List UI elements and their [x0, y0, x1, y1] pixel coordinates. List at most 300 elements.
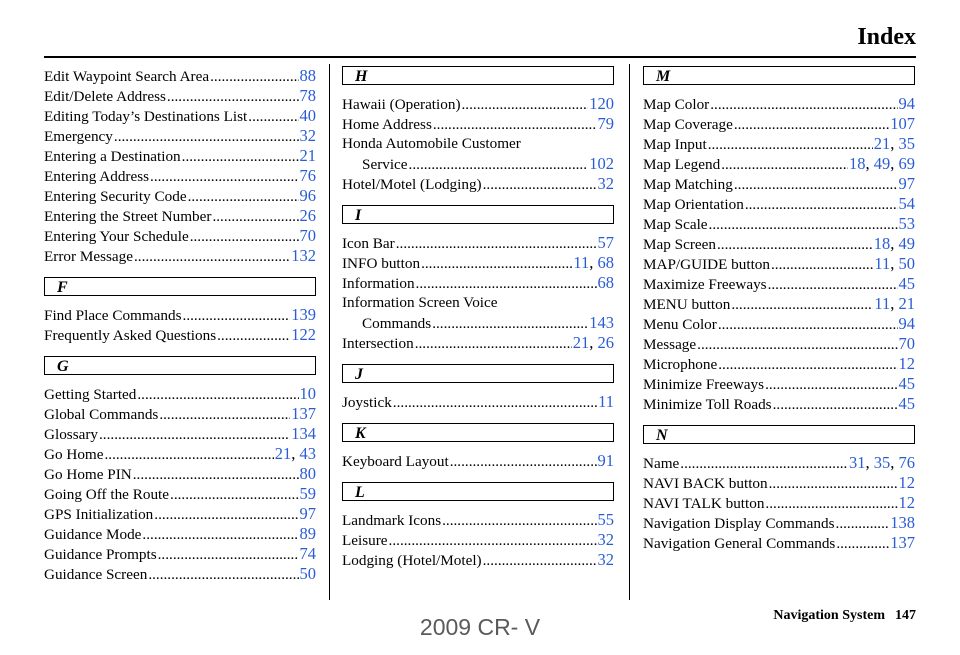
index-entry	[44, 564, 316, 584]
page-separator: ,	[890, 154, 899, 173]
page-separator: ,	[291, 444, 300, 463]
page-refs	[300, 524, 317, 544]
index-entry-label: Landmark Icons	[342, 512, 442, 529]
index-entry-label: Map Input	[643, 136, 707, 153]
page-refs	[598, 550, 615, 570]
index-entry-label: Guidance Prompts	[44, 546, 157, 563]
page-refs	[598, 451, 615, 471]
page-link[interactable]: 107	[890, 114, 915, 133]
dot-leader	[773, 395, 898, 415]
index-entry	[643, 154, 915, 174]
index-entry	[44, 444, 316, 464]
page-refs	[300, 166, 317, 186]
index-entry-label: Map Matching	[643, 176, 733, 193]
index-entry	[342, 510, 614, 530]
index-entry-label: Getting Started	[44, 386, 137, 403]
dot-leader	[769, 474, 898, 494]
page-link[interactable]: 21	[572, 333, 590, 352]
page-link[interactable]: 122	[291, 325, 316, 344]
dot-leader	[114, 127, 299, 147]
index-entry-label: Entering a Destination	[44, 148, 181, 165]
index-entry-label: Editing Today’s Destinations List	[44, 108, 248, 125]
page-link[interactable]: 18	[873, 234, 891, 253]
page-link[interactable]: 32	[299, 126, 316, 145]
index-entry-label: Error Message	[44, 248, 133, 265]
index-entry	[44, 484, 316, 504]
page-link[interactable]: 137	[890, 533, 915, 552]
page-link[interactable]: 74	[299, 544, 316, 563]
index-entry	[342, 392, 614, 412]
dot-leader	[745, 195, 898, 215]
index-entry	[44, 524, 316, 544]
page-refs	[300, 504, 317, 524]
page-link[interactable]: 68	[597, 253, 614, 272]
index-entry	[44, 305, 316, 325]
index-entry	[44, 126, 316, 146]
page-link[interactable]: 50	[299, 564, 316, 583]
index-entry-label: Go Home	[44, 446, 104, 463]
dot-leader	[137, 385, 298, 405]
watermark-text: 2009 CR- V	[419, 614, 541, 640]
dot-leader	[150, 167, 298, 187]
dot-leader	[170, 485, 298, 505]
page-refs	[300, 106, 317, 126]
page-refs	[589, 154, 614, 174]
page-refs	[589, 313, 614, 333]
index-entry	[44, 166, 316, 186]
index-entry	[342, 333, 614, 353]
page-refs	[300, 564, 317, 584]
page-refs	[291, 246, 316, 266]
page-refs	[300, 86, 317, 106]
page-refs	[899, 334, 916, 354]
index-entry-label: Navigation Display Commands	[643, 515, 835, 532]
page-refs	[890, 513, 915, 533]
index-entry	[44, 186, 316, 206]
page-refs	[598, 174, 615, 194]
page-refs	[300, 464, 317, 484]
page-link[interactable]: 49	[873, 154, 891, 173]
page-refs	[890, 533, 915, 553]
index-entry	[643, 473, 915, 493]
page-refs	[300, 226, 317, 246]
page-refs	[300, 146, 317, 166]
page-refs	[598, 233, 615, 253]
page-refs	[300, 126, 317, 146]
index-entry	[44, 246, 316, 266]
dot-leader	[188, 187, 299, 207]
index-entry	[643, 274, 915, 294]
page-link[interactable]: 89	[299, 524, 316, 543]
page-link[interactable]: 49	[898, 234, 915, 253]
page-refs	[300, 66, 317, 86]
page-link[interactable]: 21	[898, 294, 915, 313]
page-title: Index	[857, 24, 916, 50]
index-entry	[643, 294, 915, 314]
page-refs	[874, 254, 915, 274]
page-refs	[300, 186, 317, 206]
page-separator: ,	[865, 453, 874, 472]
index-entry-label: Guidance Screen	[44, 566, 148, 583]
dot-leader	[721, 155, 848, 175]
page-link[interactable]: 26	[597, 333, 614, 352]
page-link[interactable]: 35	[873, 453, 891, 472]
page-refs	[573, 333, 614, 353]
page-link[interactable]: 11	[874, 294, 891, 313]
index-entry	[342, 174, 614, 194]
dot-leader	[396, 234, 597, 254]
index-entry	[643, 314, 915, 334]
page-link[interactable]: 59	[299, 484, 316, 503]
dot-leader	[416, 274, 597, 294]
page-separator: ,	[589, 333, 598, 352]
page-link[interactable]: 143	[589, 313, 614, 332]
index-entry	[342, 530, 614, 550]
index-entry	[44, 86, 316, 106]
section-header-h: H	[342, 66, 614, 85]
page-link[interactable]: 91	[597, 451, 614, 470]
page-refs	[899, 374, 916, 394]
page-link[interactable]: 35	[898, 134, 915, 153]
page-link[interactable]: 134	[291, 424, 316, 443]
page-refs	[589, 94, 614, 114]
page-link[interactable]: 76	[898, 453, 915, 472]
index-entry	[342, 154, 614, 174]
page-link[interactable]: 26	[299, 206, 316, 225]
index-entry-label: Global Commands	[44, 406, 159, 423]
index-entry	[44, 66, 316, 86]
index-entry-label: Going Off the Route	[44, 486, 170, 503]
index-entry	[643, 334, 915, 354]
page-refs	[291, 305, 316, 325]
page-link[interactable]: 43	[299, 444, 316, 463]
dot-leader	[148, 565, 298, 585]
dot-leader	[708, 135, 873, 155]
index-entry	[643, 254, 915, 274]
section-header-j: J	[342, 364, 614, 383]
index-entry-label: Menu Color	[643, 316, 717, 333]
index-entry-label: Map Color	[643, 96, 710, 113]
page-link[interactable]: 32	[597, 174, 614, 193]
index-entry-continuation: Service	[362, 156, 408, 173]
dot-leader	[442, 511, 596, 531]
index-entry	[44, 404, 316, 424]
page-link[interactable]: 69	[898, 154, 915, 173]
index-entry	[44, 146, 316, 166]
index-entry	[342, 550, 614, 570]
index-entry-label: INFO button	[342, 255, 421, 272]
section-header-f: F	[44, 277, 316, 296]
index-entry	[643, 354, 915, 374]
page-link[interactable]: 94	[898, 94, 915, 113]
dot-leader	[433, 115, 597, 135]
page-link[interactable]: 54	[898, 194, 915, 213]
page-link[interactable]: 79	[597, 114, 614, 133]
dot-leader	[432, 314, 588, 334]
page-separator: ,	[865, 154, 874, 173]
index-entry	[643, 234, 915, 254]
page-link[interactable]: 76	[299, 166, 316, 185]
dot-leader	[217, 326, 290, 346]
page-link[interactable]: 11	[874, 254, 891, 273]
page-refs	[899, 354, 916, 374]
page-link[interactable]: 45	[898, 274, 915, 293]
page-link[interactable]: 11	[573, 253, 590, 272]
dot-leader	[409, 155, 589, 175]
index-entry-label: GPS Initialization	[44, 506, 154, 523]
index-entry-continuation: Commands	[362, 315, 432, 332]
page-link[interactable]: 97	[898, 174, 915, 193]
page-link[interactable]: 78	[299, 86, 316, 105]
page-refs	[291, 404, 316, 424]
index-entry	[643, 513, 915, 533]
page-refs	[899, 493, 916, 513]
dot-leader	[389, 531, 597, 551]
dot-leader	[765, 494, 897, 514]
index-entry	[342, 273, 614, 293]
index-entry	[643, 394, 915, 414]
dot-leader	[709, 215, 898, 235]
page-link[interactable]: 11	[598, 392, 614, 411]
page-link[interactable]: 70	[898, 334, 915, 353]
page-link[interactable]: 12	[898, 473, 915, 492]
dot-leader	[771, 255, 873, 275]
dot-leader	[680, 454, 848, 474]
dot-leader	[133, 465, 299, 485]
dot-leader	[718, 315, 898, 335]
page-link[interactable]: 12	[898, 354, 915, 373]
index-entry-label: Entering the Street Number	[44, 208, 212, 225]
index-entry	[44, 504, 316, 524]
index-entry-label: Map Screen	[643, 236, 716, 253]
page-link[interactable]: 12	[898, 493, 915, 512]
page-link[interactable]: 50	[898, 254, 915, 273]
page-link[interactable]: 80	[299, 464, 316, 483]
column-divider	[329, 64, 330, 600]
section-header-m: M	[643, 66, 915, 85]
index-entry-label: Map Legend	[643, 156, 721, 173]
page-link[interactable]: 68	[597, 273, 614, 292]
page-link[interactable]: 32	[597, 550, 614, 569]
dot-leader	[765, 375, 897, 395]
page-refs	[899, 174, 916, 194]
index-entry	[44, 384, 316, 404]
index-entry-label: MAP/GUIDE button	[643, 256, 770, 273]
index-entry-label: Keyboard Layout	[342, 453, 449, 470]
index-entry-label: Minimize Toll Roads	[643, 396, 772, 413]
dot-leader	[142, 525, 298, 545]
page-link[interactable]: 139	[291, 305, 316, 324]
dot-leader	[483, 175, 597, 195]
index-entry-label: Intersection	[342, 335, 414, 352]
page-link[interactable]: 138	[890, 513, 915, 532]
index-entry-label: Lodging (Hotel/Motel)	[342, 552, 482, 569]
dot-leader	[154, 505, 298, 525]
dot-leader	[159, 405, 290, 425]
page-link[interactable]: 40	[299, 106, 316, 125]
page-separator: ,	[890, 134, 899, 153]
index-entry-label: NAVI TALK button	[643, 495, 765, 512]
page-refs	[300, 384, 317, 404]
index-entry	[643, 374, 915, 394]
page-link[interactable]: 57	[597, 233, 614, 252]
index-entry	[342, 451, 614, 471]
index-entry	[643, 94, 915, 114]
index-entry-label: Honda Automobile Customer	[342, 135, 521, 152]
index-entry	[643, 533, 915, 553]
dot-leader	[836, 514, 890, 534]
index-entry-label: Home Address	[342, 116, 432, 133]
page-separator: ,	[890, 234, 899, 253]
page-refs	[874, 134, 915, 154]
index-entry	[643, 174, 915, 194]
page-link[interactable]: 21	[299, 146, 316, 165]
dot-leader	[462, 95, 589, 115]
index-entry-label: Frequently Asked Questions	[44, 327, 217, 344]
section-header-i: I	[342, 205, 614, 224]
section-header-g: G	[44, 356, 316, 375]
page-link[interactable]: 45	[898, 394, 915, 413]
page-refs	[598, 392, 614, 412]
dot-leader	[415, 334, 572, 354]
page-refs	[890, 114, 915, 134]
page-link[interactable]: 94	[898, 314, 915, 333]
page-refs	[899, 394, 916, 414]
page-refs	[874, 294, 915, 314]
dot-leader	[104, 445, 273, 465]
dot-leader	[212, 207, 298, 227]
index-entry-label: Hawaii (Operation)	[342, 96, 461, 113]
dot-leader	[248, 107, 298, 127]
page-refs	[598, 114, 615, 134]
index-entry-label: Map Coverage	[643, 116, 733, 133]
page-refs	[598, 510, 615, 530]
page-refs	[849, 154, 915, 174]
page-link[interactable]: 96	[299, 186, 316, 205]
index-entry-label: Edit/Delete Address	[44, 88, 166, 105]
page-separator: ,	[589, 253, 598, 272]
index-entry	[643, 214, 915, 234]
page-link[interactable]: 70	[299, 226, 316, 245]
page-refs	[899, 314, 916, 334]
index-entry-label: Entering Security Code	[44, 188, 187, 205]
page-refs	[598, 273, 615, 293]
dot-leader	[167, 87, 299, 107]
page-link[interactable]: 21	[274, 444, 292, 463]
dot-leader	[768, 275, 898, 295]
index-entry-label: Glossary	[44, 426, 98, 443]
page-separator: ,	[890, 254, 899, 273]
section-header-l: L	[342, 482, 614, 501]
page-refs	[598, 530, 615, 550]
dot-leader	[731, 295, 873, 315]
page-link[interactable]: 32	[597, 530, 614, 549]
dot-leader	[182, 147, 299, 167]
page-link[interactable]: 55	[597, 510, 614, 529]
index-entry-label: Go Home PIN	[44, 466, 132, 483]
page-link[interactable]: 53	[898, 214, 915, 233]
page-refs	[300, 206, 317, 226]
section-header-k: K	[342, 423, 614, 442]
index-entry-label: Map Orientation	[643, 196, 744, 213]
dot-leader	[734, 115, 889, 135]
page-link[interactable]: 18	[849, 154, 866, 173]
index-entry	[44, 464, 316, 484]
page-link[interactable]: 10	[299, 384, 316, 403]
dot-leader	[210, 67, 298, 87]
page-refs	[291, 424, 316, 444]
index-entry-label: Information Screen Voice	[342, 294, 498, 311]
page-refs	[899, 194, 916, 214]
page-refs	[874, 234, 915, 254]
page-link[interactable]: 21	[873, 134, 891, 153]
dot-leader	[158, 545, 299, 565]
page-separator: ,	[890, 294, 899, 313]
index-entry-label: Edit Waypoint Search Area	[44, 68, 210, 85]
dot-leader	[697, 335, 897, 355]
index-entry	[643, 194, 915, 214]
index-entry-label: Maximize Freeways	[643, 276, 767, 293]
index-entry-label: MENU button	[643, 296, 731, 313]
index-entry	[44, 206, 316, 226]
index-entry-label: Information	[342, 275, 415, 292]
footer-page-number: 147	[895, 608, 916, 623]
index-entry	[342, 313, 614, 333]
page-refs	[291, 325, 316, 345]
index-entry	[342, 253, 614, 273]
header-rule	[44, 56, 916, 58]
index-entry-label: Map Scale	[643, 216, 708, 233]
page-refs	[899, 274, 916, 294]
index-column-2	[342, 66, 614, 570]
dot-leader	[421, 254, 572, 274]
page-link[interactable]: 120	[589, 94, 614, 113]
page-refs	[300, 484, 317, 504]
page-refs	[899, 94, 916, 114]
index-entry	[643, 134, 915, 154]
dot-leader	[483, 551, 597, 571]
page-link[interactable]: 102	[589, 154, 614, 173]
dot-leader	[734, 175, 898, 195]
index-entry	[643, 453, 915, 473]
index-entry	[44, 325, 316, 345]
page-link[interactable]: 31	[849, 453, 866, 472]
index-entry	[342, 114, 614, 134]
page-link[interactable]: 132	[291, 246, 316, 265]
index-column-1	[44, 66, 316, 584]
index-entry	[44, 106, 316, 126]
page-refs	[573, 253, 614, 273]
index-entry-label: NAVI BACK button	[643, 475, 768, 492]
index-entry	[342, 233, 614, 253]
dot-leader	[836, 534, 889, 554]
page-refs	[899, 214, 916, 234]
dot-leader	[718, 355, 897, 375]
index-entry-label: Find Place Commands	[44, 307, 182, 324]
page-refs	[849, 453, 915, 473]
index-entry-label: Leisure	[342, 532, 388, 549]
dot-leader	[99, 425, 290, 445]
dot-leader	[183, 306, 291, 326]
page-link[interactable]: 45	[898, 374, 915, 393]
page-link[interactable]: 137	[291, 404, 316, 423]
page-link[interactable]: 97	[299, 504, 316, 523]
index-entry	[643, 493, 915, 513]
dot-leader	[710, 95, 897, 115]
page-link[interactable]: 88	[299, 66, 316, 85]
page-refs	[275, 444, 316, 464]
index-entry-label: Minimize Freeways	[643, 376, 765, 393]
